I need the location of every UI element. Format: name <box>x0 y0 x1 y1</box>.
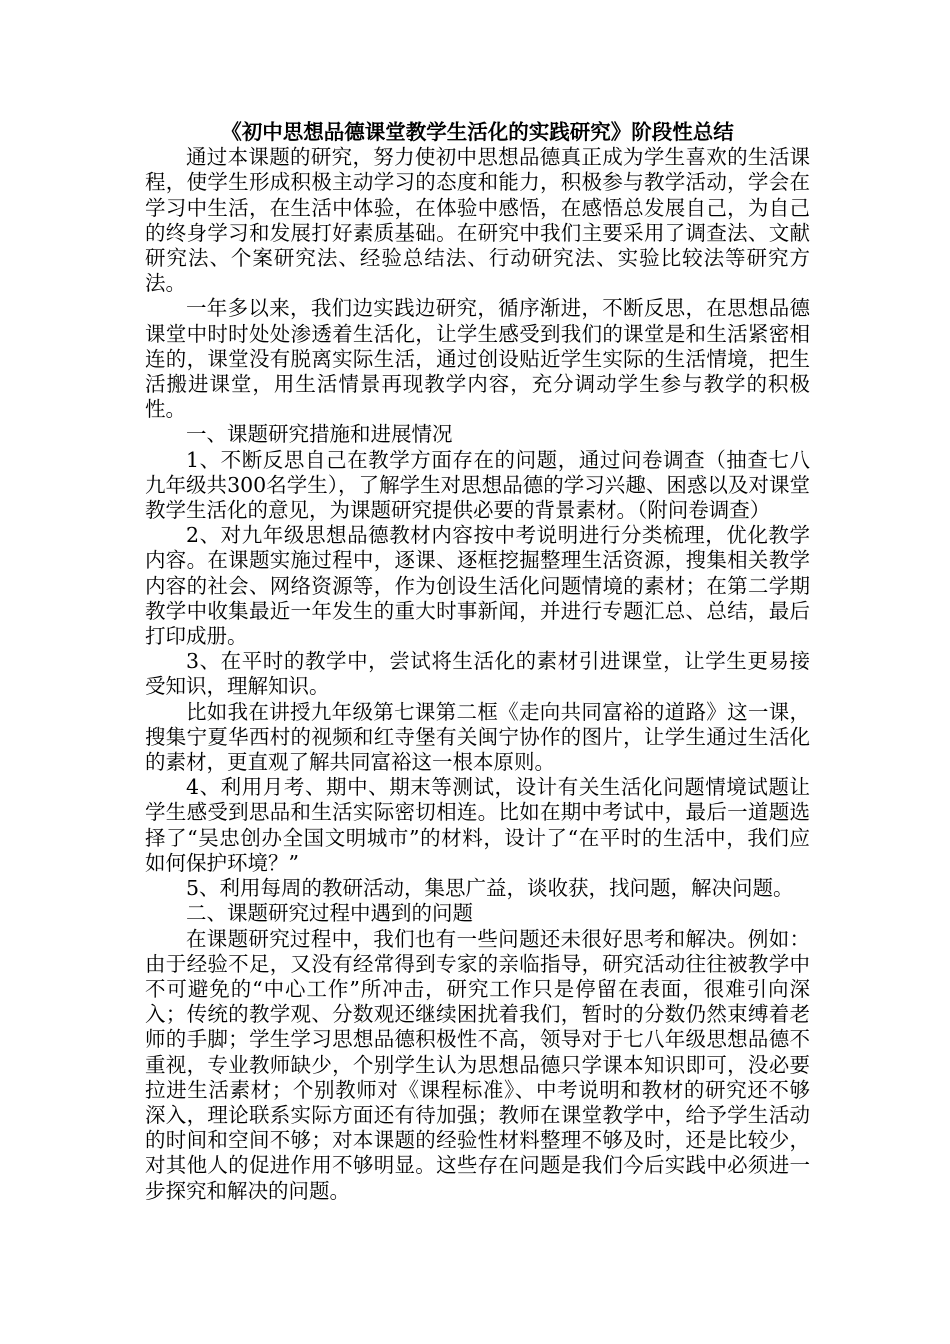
document-body <box>145 120 810 1204</box>
section-heading-measures: 一、课题研究措施和进展情况 <box>186 422 453 447</box>
problems-paragraph: 在课题研究过程中，我们也有一些问题还未很好思考和解决。例如：由于经验不足，又没有经常得到专家的亲临指导，研究活动往往被教学中不可避免的“中心工作”所冲击，研究工作只是停留在表面，很难引向深入；传统的教学观、分数观还继续困扰着我们，暂时的分数仍然束缚着老师的手脚；学生学习思想品德积极性不高，领导对于七八年级思想品德不重视，专业教师缺少，个别学生认为思想品德只学课本知识即可，没必要拉进生活素材；个别教师对《课程标准》、中考说明和教材的研究还不够深入，理论联系实际方面还有待加强；教师在课堂教学中，给予学生活动的时间和空间不够；对本课题的经验性材料整理不够及时，还是比较少，对其他人的促进作用不够明显。这些存在问题是我们今后实践中必须进一步探究和解决的问题。 <box>145 926 810 1203</box>
measure-item-2: 2、对九年级思想品德教材内容按中考说明进行分类梳理，优化教学内容。在课题实施过程中，逐课、逐框挖掘整理生活资源，搜集相关教学内容的社会、网络资源等，作为创设生活化问题情境的素材；在第二学期教学中收集最近一年发生的重大时事新闻，并进行专题汇总、总结，最后打印成册。 <box>145 523 810 649</box>
measure-item-3: 3、在平时的教学中，尝试将生活化的素材引进课堂，让学生更易接受知识，理解知识。 <box>145 649 810 699</box>
measure-item-4: 4、利用月考、期中、期末等测试，设计有关生活化问题情境试题让学生感受到思品和生活实际密切相连。比如在期中考试中，最后一道题选择了“吴忠创办全国文明城市”的材料，设计了“在平时的生活中，我们应如何保护环境？” <box>145 775 810 875</box>
measure-item-1: 1、不断反思自己在教学方面存在的问题，通过问卷调查（抽查七八九年级共300名学生），了解学生对思想品德的学习兴趣、困惑以及对课堂教学生活化的意见，为课题研究提供必要的背景素材。（附问卷调查） <box>145 447 810 523</box>
section-heading-problems: 二、课题研究过程中遇到的问题 <box>186 901 473 926</box>
example-paragraph: 比如我在讲授九年级第七课第二框《走向共同富裕的道路》这一课，搜集宁夏华西村的视频和红寺堡有关闽宁协作的图片，让学生通过生活化的素材，更直观了解共同富裕这一根本原则。 <box>145 699 810 775</box>
intro-paragraph: 通过本课题的研究，努力使初中思想品德真正成为学生喜欢的生活课程，使学生形成积极主动学习的态度和能力，积极参与教学活动，学会在学习中生活，在生活中体验，在体验中感悟，在感悟总发展自己，为自己的终身学习和发展打好素质基础。在研究中我们主要采用了调查法、文献研究法、个案研究法、经验总结法、行动研究法、实验比较法等研究方法。 <box>145 145 810 296</box>
document-title: 《初中思想品德课堂教学生活化的实践研究》阶段性总结 <box>221 120 734 144</box>
progress-paragraph: 一年多以来，我们边实践边研究，循序渐进，不断反思，在思想品德课堂中时时处处渗透着生活化，让学生感受到我们的课堂是和生活紧密相连的，课堂没有脱离实际生活，通过创设贴近学生实际的生活情境，把生活搬进课堂，用生活情景再现教学内容，充分调动学生参与教学的积极性。 <box>145 296 810 422</box>
measure-item-5: 5、利用每周的教研活动，集思广益，谈收获，找问题，解决问题。 <box>186 876 794 901</box>
